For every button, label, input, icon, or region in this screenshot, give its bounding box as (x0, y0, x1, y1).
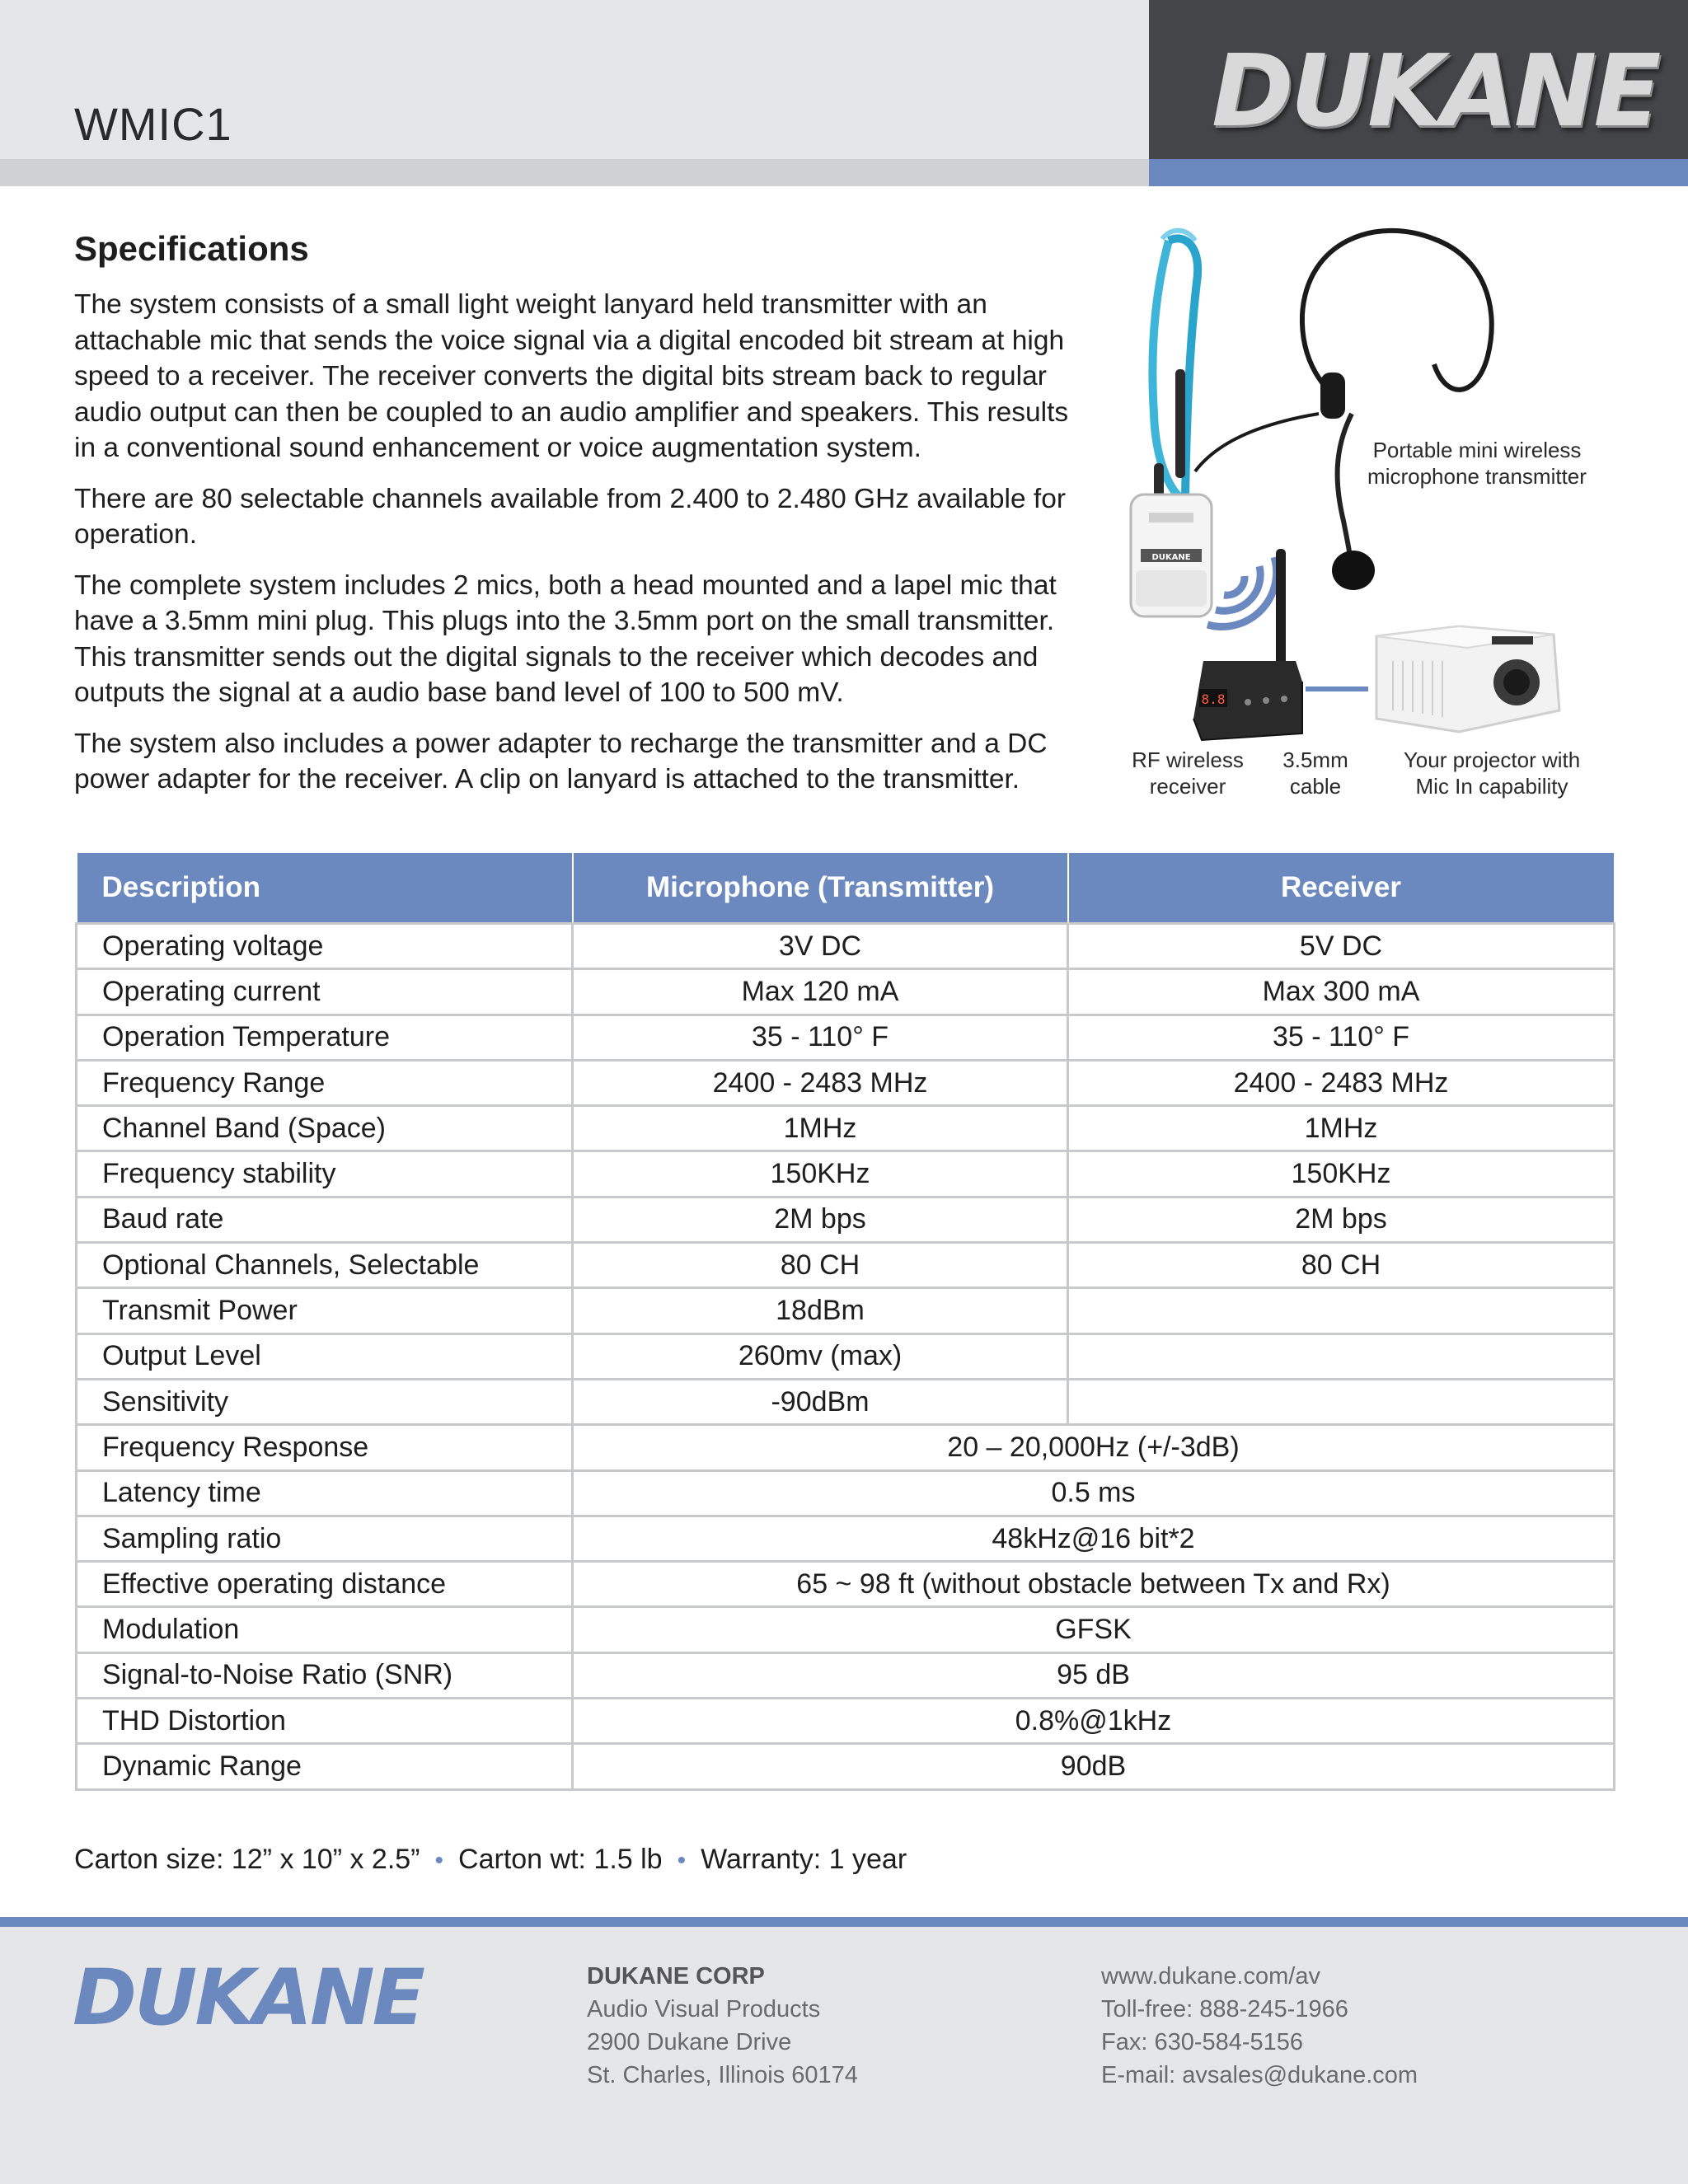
fax-number: Fax: 630-584-5156 (1101, 2029, 1304, 2055)
street: 2900 Dukane Drive (587, 2029, 792, 2055)
bullet-icon: • (677, 1847, 687, 1874)
table-row: Operating voltage 3V DC 5V DC (77, 924, 1615, 969)
table-row: Frequency Range 2400 - 2483 MHz 2400 - 2483 MHz (77, 1060, 1615, 1105)
caption-transmitter: Portable mini wireless microphone transmitter (1367, 438, 1587, 489)
carton-weight: Carton wt: 1.5 lb (458, 1844, 663, 1875)
receiver-display: 8.8 (1201, 691, 1226, 707)
table-row: Operating current Max 120 mA Max 300 mA (77, 969, 1615, 1015)
specifications-text (74, 287, 1080, 813)
table-row: Modulation GFSK (77, 1607, 1615, 1652)
headset-band (1302, 231, 1492, 390)
table-row: Output Level 260mv (max) (77, 1333, 1615, 1379)
table-row: Latency time 0.5 ms (77, 1470, 1615, 1516)
table-row: Optional Channels, Selectable 80 CH 80 CH (77, 1243, 1615, 1288)
footer-accent-bar (0, 1917, 1688, 1927)
table-row: Sensitivity -90dBm (77, 1379, 1615, 1424)
dukane-logo: DUKANE (1212, 35, 1658, 149)
city: St. Charles, Illinois 60174 (587, 2062, 858, 2088)
specifications-heading: Specifications (74, 229, 309, 268)
header-description: Description (77, 852, 573, 924)
division: Audio Visual Products (587, 1996, 821, 2022)
transmitter-antenna (1175, 369, 1185, 478)
caption-cable: 3.5mm cable (1282, 748, 1348, 799)
header-underline (0, 159, 1149, 186)
spec-paragraph: The system consists of a small light weight lanyard held transmitter with an attachable mic that sends the voice signal via a digital encoded bit stream at high speed to a receiver. The receiver converts the digital bits stream back to regular audio output can then be coupled to an audio amplifier and speakers. This results in a conventional sound enhancement or voice augmentation system. (74, 289, 1069, 463)
warranty: Warranty: 1 year (701, 1844, 907, 1875)
table-row: Effective operating distance 65 ~ 98 ft (without obstacle between Tx and Rx) (77, 1562, 1615, 1607)
caption-receiver: RF wireless receiver (1132, 748, 1244, 799)
header-microphone: Microphone (Transmitter) (573, 852, 1068, 924)
product-illustration (1104, 216, 1632, 818)
table-row: Dynamic Range 90dB (77, 1744, 1615, 1789)
table-row: Signal-to-Noise Ratio (SNR) 95 dB (77, 1652, 1615, 1698)
table-row: Transmit Power 18dBm (77, 1288, 1615, 1333)
caption-projector: Your projector with Mic In capability (1403, 748, 1581, 799)
bullet-icon: • (434, 1847, 444, 1874)
table-row: Channel Band (Space) 1MHz 1MHz (77, 1106, 1615, 1151)
company-name: DUKANE CORP (587, 1963, 765, 1990)
header-accent-bar (1149, 159, 1688, 186)
table-row: THD Distortion 0.8%@1kHz (77, 1699, 1615, 1744)
footer-dukane-logo: DUKANE (73, 1953, 423, 2043)
spec-paragraph: The complete system includes 2 mics, both a head mounted and a lapel mic that have a 3.5mm mini plug. This plugs into the 3.5mm port on the small transmitter. This transmitter sends out the digital signals to the receiver which decodes and outputs the signal at a audio base band level of 100 to 500 mV. (74, 569, 1057, 708)
lanyard (1152, 241, 1179, 496)
carton-size: Carton size: 12” x 10” x 2.5” (74, 1844, 420, 1875)
receiver-antenna (1276, 549, 1286, 673)
website-link[interactable]: www.dukane.com/av (1101, 1963, 1320, 1990)
email-link[interactable]: E-mail: avsales@dukane.com (1101, 2062, 1418, 2088)
product-image (1104, 216, 1632, 818)
spec-table (75, 851, 1615, 1791)
model-title: WMIC1 (74, 98, 232, 150)
header-receiver: Receiver (1068, 852, 1615, 924)
table-header-row (77, 852, 1615, 924)
table-row: Frequency stability 150KHz 150KHz (77, 1151, 1615, 1197)
table-row: Sampling ratio 48kHz@16 bit*2 (77, 1516, 1615, 1561)
table-row: Operation Temperature 35 - 110° F 35 - 110° F (77, 1015, 1615, 1060)
spec-paragraph: The system also includes a power adapter to recharge the transmitter and a DC power adapter for the receiver. A clip on lanyard is attached to the transmitter. (74, 728, 1048, 794)
table-row: Baud rate 2M bps 2M bps (77, 1197, 1615, 1242)
headset-mic-icon (1332, 551, 1375, 590)
spec-paragraph: There are 80 selectable channels available from 2.400 to 2.480 GHz available for operation. (74, 483, 1066, 550)
signal-waves-icon (1224, 576, 1245, 595)
transmitter-brand: DUKANE (1151, 553, 1191, 562)
carton-info (74, 1844, 907, 1876)
footer-address (587, 1960, 858, 2092)
table-row: Frequency Response 20 – 20,000Hz (+/-3dB) (77, 1425, 1615, 1470)
tollfree-phone: Toll-free: 888-245-1966 (1101, 1996, 1348, 2022)
footer-contact (1101, 1960, 1418, 2092)
